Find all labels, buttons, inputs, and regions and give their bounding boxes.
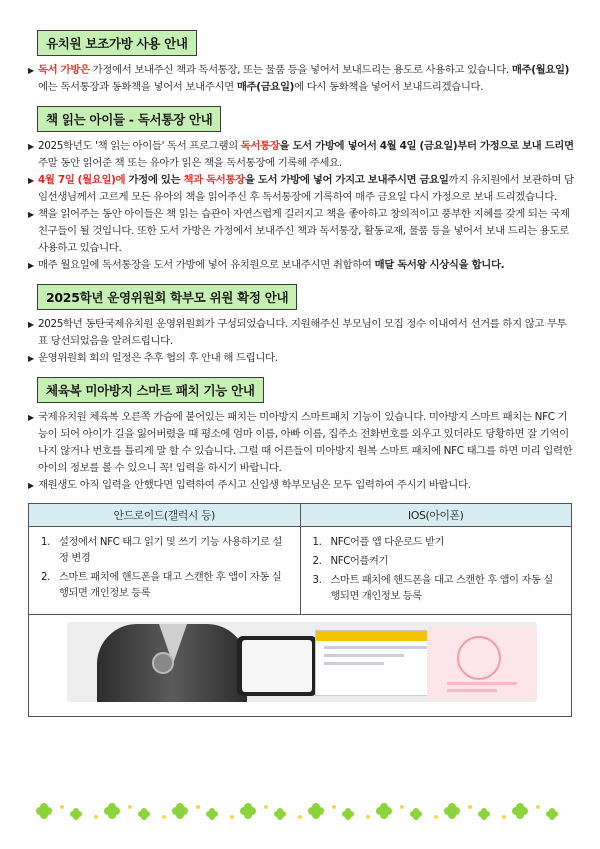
bullet-paragraph xyxy=(28,257,574,274)
nfc-guide-table xyxy=(28,503,572,717)
uniform-jacket-icon xyxy=(97,624,247,702)
section-title: 유치원 보조가방 사용 안내 xyxy=(37,30,197,56)
nfc-step xyxy=(313,573,562,605)
highlight-text: 4월 7일 (월요일)에 xyxy=(38,174,126,186)
smart-patch-photo xyxy=(67,622,537,702)
section-title: 책 읽는 아이들 - 독서통장 안내 xyxy=(37,106,221,132)
sections xyxy=(28,30,574,494)
dot-icon xyxy=(60,805,64,809)
bullet-paragraph xyxy=(28,172,574,206)
section-1 xyxy=(28,30,574,96)
body-text: 에는 독서통장과 동화책을 넣어서 보내주시면 xyxy=(38,81,237,93)
dot-icon xyxy=(400,805,404,809)
section-3 xyxy=(28,284,574,367)
ios-steps xyxy=(300,527,572,615)
dot-icon xyxy=(298,815,302,819)
body-text: 2025학년도 '책 읽는 아이들' 독서 프로그램의 xyxy=(38,140,241,152)
smartphone-icon xyxy=(237,636,317,696)
nfc-patch-icon xyxy=(152,652,174,674)
step-number: 1. xyxy=(41,537,51,548)
dot-icon xyxy=(434,815,438,819)
smart-patch-image-cell xyxy=(29,615,572,717)
body-text: 국제유치원 체육복 오른쪽 가슴에 붙어있는 패치는 미아방지 스마트패치 기능이 있습니다. 미아방지 스마트 패치는 NFC 기능이 되어 아이가 길을 잃어버렸을 때 평소에 엄마 이름, 아빠 이름, 집주소 전화번호를 외우고 있더라도 당황하면 잘 기억이 나지 않거나 번호를 틀리게 말 할 수 있습니다. 그럴 때 어른들이 미아방지 원복 스마트 패치에 NFC 태그를 하면 미리 입력한 아이의 정보를 볼 수 있으니 꼭! 입력을 하시기 바랍니다. xyxy=(38,411,573,474)
ios-header: IOS(아이폰) xyxy=(300,504,572,527)
dot-icon xyxy=(162,815,166,819)
step-text: NFC어플 앱 다운로드 받기 xyxy=(330,537,445,548)
step-text: 스마트 패치에 핸드폰을 대고 스캔한 후 앱이 자동 실행되면 개인정보 등록 xyxy=(59,572,282,599)
dot-icon xyxy=(264,805,268,809)
bullet-paragraph xyxy=(28,62,574,96)
body-text: 재원생도 아직 입력을 안했다면 입력하여 주시고 신입생 학부모님은 모두 입력하여 주시기 바랍니다. xyxy=(38,479,471,491)
body-text: 2025학년 동탄국제유치원 운영위원회가 구성되었습니다. 지원해주신 부모님이 모집 정수 이내여서 선거를 하지 않고 무투표 당선되었음을 알려드립니다. xyxy=(38,318,567,347)
dot-icon xyxy=(230,815,234,819)
body-text: 책을 읽어주는 동안 아이들은 책 읽는 습관이 자연스럽게 길러지고 책을 좋아하고 창의적이고 풍부한 지혜를 갖게 되는 국제 친구들이 될 것입니다. 또한 도서 가방은 가정에서 보내주신 책과 독서통장, 활동교재, 물품 등을 넣어서 보내 드리는 용도로 사용하고 있습니다. xyxy=(38,208,570,254)
body-text: 운영위원회 회의 일정은 추후 협의 후 안내 해 드립니다. xyxy=(38,352,278,364)
body-text: 까지 유치원에서 보관하며 담임선생님께서 고르게 모든 유아의 책을 읽어주신 후 독서통장에 기록하여 매주 금요일 다시 가정으로 보내 드리겠습니다. xyxy=(38,174,574,203)
bold-text: 매달 독서왕 시상식을 합니다. xyxy=(374,259,505,271)
dot-icon xyxy=(196,805,200,809)
bullet-paragraph xyxy=(28,350,574,367)
dot-icon xyxy=(536,805,540,809)
highlight-text: 책과 독서통장 xyxy=(183,174,245,186)
bold-text: 을 도서 가방에 넣어 가지고 보내주시면 금요일 xyxy=(244,174,449,186)
clover-border xyxy=(36,799,566,825)
body-text: 매주 월요일에 독서통장을 도서 가방에 넣어 유치원으로 보내주시면 취합하여 xyxy=(38,259,375,271)
step-number: 3. xyxy=(312,575,322,586)
body-text: 주말 동안 읽어준 책 또는 유아가 읽은 책을 독서통장에 기록해 주세요. xyxy=(38,157,342,169)
bold-text: 을 도서 가방에 넣어서 4월 4일 (금요일)부터 가정으로 보내 드리면 xyxy=(279,140,574,152)
section-title: 체육복 미아방지 스마트 패치 기능 안내 xyxy=(37,377,264,403)
bullet-paragraph xyxy=(28,316,574,350)
dot-icon xyxy=(468,805,472,809)
nfc-step xyxy=(313,554,562,570)
step-text: 설정에서 NFC 태그 읽기 및 쓰기 기능 사용하기로 설정 변경 xyxy=(59,537,282,564)
dot-icon xyxy=(502,815,506,819)
info-sheet-icon xyxy=(427,626,537,700)
app-screen-icon xyxy=(315,630,437,696)
bold-text: 매주(금요일) xyxy=(236,81,295,93)
newsletter-page xyxy=(28,30,574,717)
step-text: 스마트 패치에 핸드폰을 대고 스캔한 후 앱이 자동 실행되면 개인정보 등록 xyxy=(330,575,553,602)
section-4 xyxy=(28,377,574,494)
step-number: 1. xyxy=(312,537,322,548)
body-text: 가정에서 보내주신 책과 독서통장, 또는 물품 등을 넣어서 보내드리는 용도로 사용하고 있습니다. xyxy=(89,64,512,76)
bullet-paragraph xyxy=(28,477,574,494)
step-number: 2. xyxy=(312,556,322,567)
bullet-paragraph xyxy=(28,206,574,257)
highlight-text: 독서통장 xyxy=(240,140,280,152)
highlight-text: 독서 가방은 xyxy=(38,64,90,76)
nfc-step xyxy=(41,570,290,602)
section-2 xyxy=(28,106,574,274)
nfc-step xyxy=(313,535,562,551)
dot-icon xyxy=(366,815,370,819)
android-steps xyxy=(29,527,301,615)
dot-icon xyxy=(128,805,132,809)
bold-text: 가정에 있는 xyxy=(125,174,184,186)
bullet-paragraph xyxy=(28,138,574,172)
dot-icon xyxy=(94,815,98,819)
body-text: 에 다시 동화책을 넣어서 보내드리겠습니다. xyxy=(294,81,484,93)
android-header: 안드로이드(갤럭시 등) xyxy=(29,504,301,527)
step-text: NFC어플켜기 xyxy=(330,556,389,567)
section-title: 2025학년 운영위원회 학부모 위원 확정 안내 xyxy=(37,284,297,310)
dot-icon xyxy=(332,805,336,809)
step-number: 2. xyxy=(41,572,51,583)
bold-text: 매주(월요일) xyxy=(511,64,570,76)
bullet-paragraph xyxy=(28,409,574,477)
nfc-step xyxy=(41,535,290,567)
